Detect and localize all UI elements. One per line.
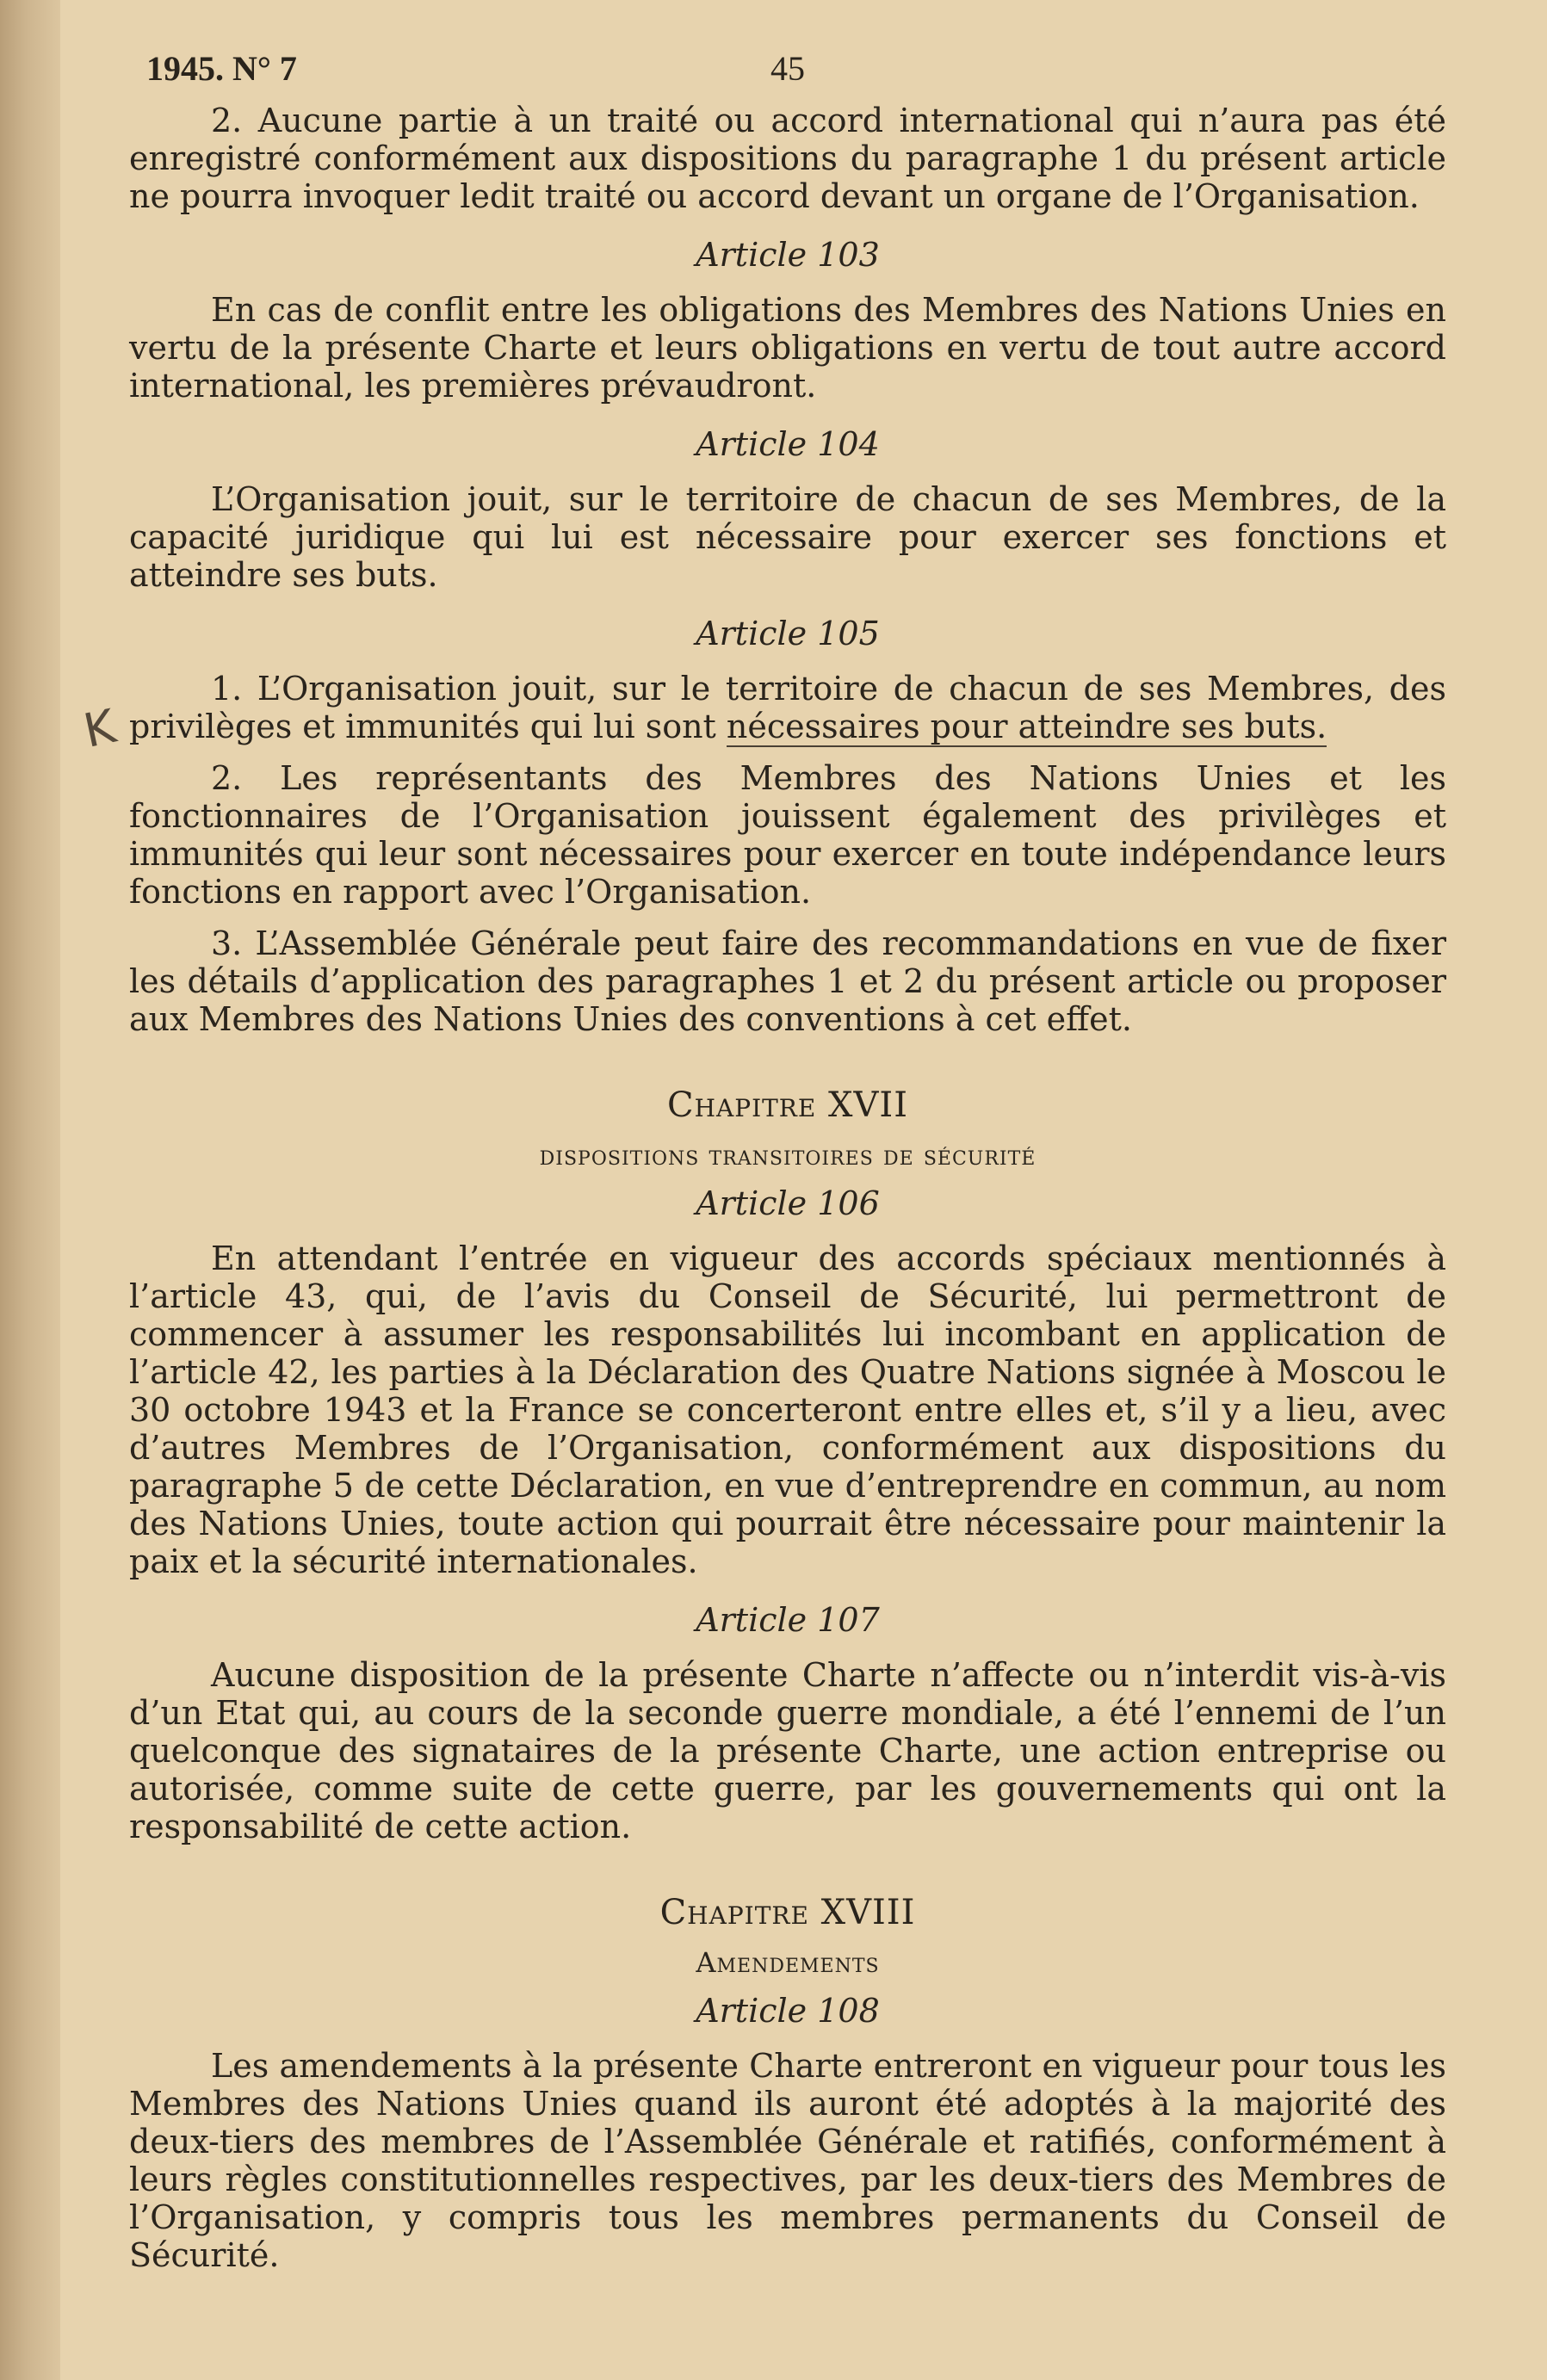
chapter-17-subtitle: dispositions transitoires de sécurité [539,1139,1036,1171]
article-103-text: En cas de conflit entre les obligations des Membres des Nations Unies en vertu de la présente Charte et leurs obligations en vertu de tout autre accord international, les premières prévaudront. [129,291,1446,405]
article-105-p1-text: 1. L’Organisation jouit, sur le territoire de chacun de ses Membres, des privilèges et immunités qui lui sont [129,670,1446,745]
page-header [129,50,1446,102]
paragraph-article-102-2: 2. Aucune partie à un traité ou accord international qui n’aura pas été enregistré conformément aux dispositions du paragraphe 1 du présent article ne pourra invoquer ledit traité ou accord devant un organe de l’Organisation. [129,102,1446,215]
article-106-title: Article 106 [696,1184,880,1222]
article-106-text: En attendant l’entrée en vigueur des accords spéciaux mentionnés à l’article 43, qui, de l’avis du Conseil de Sécurité, lui permettront de commencer à assumer les responsabilités lui incombant en application de l’article 42, les parties à la Déclaration des Quatre Nations signée à Moscou le 30 octobre 1943 et la France se concerteront entre elles et, s’il y a lieu, avec d’autres Membres de l’Organisation, conformément aux dispositions du paragraphe 5 de cette Déclaration, en vue d’entreprendre en commun, au nom des Nations Unies, toute action qui pourrait être nécessaire pour maintenir la paix et la sécurité internationales. [129,1239,1446,1580]
article-105-paragraph-1 [129,670,1446,745]
article-107-text: Aucune disposition de la présente Charte n’affecte ou n’interdit vis-à-vis d’un Etat qui, au cours de la seconde guerre mondiale, a été l’ennemi de l’un quelconque des signataires de la présente Charte, une action entreprise ou autorisée, comme suite de cette guerre, par les gouvernements qui ont la responsabilité de cette action. [129,1656,1446,1845]
document-page [129,50,1446,2274]
article-104-title: Article 104 [696,425,880,463]
article-105-p1-underlined: nécessaires pour atteindre ses buts. [726,708,1327,745]
article-103-title: Article 103 [696,236,880,274]
chapter-18-subtitle: Amendements [696,1946,880,1979]
chapter-18-title: Chapitre XVIII [659,1893,916,1932]
article-105-title: Article 105 [696,615,880,652]
article-104-text: L’Organisation jouit, sur le territoire de chacun de ses Membres, de la capacité juridique qui lui est nécessaire pour exercer ses fonctions et atteindre ses buts. [129,480,1446,594]
article-108-title: Article 108 [696,1992,880,2030]
article-105-paragraph-2: 2. Les représentants des Membres des Nations Unies et les fonctionnaires de l’Organisation jouissent également des privilèges et immunités qui leur sont nécessaires pour exercer en toute indépendance leurs fonctions en rapport avec l’Organisation. [129,759,1446,911]
page-number: 45 [770,49,805,88]
article-105-paragraph-3: 3. L’Assemblée Générale peut faire des recommandations en vue de fixer les détails d’application des paragraphes 1 et 2 du présent article ou proposer aux Membres des Nations Unies des conventions à cet effet. [129,924,1446,1038]
book-spine [0,0,60,2380]
issue-label: 1945. N° 7 [146,49,297,88]
chapter-17-title: Chapitre XVII [666,1085,909,1125]
article-107-title: Article 107 [696,1601,880,1639]
handwritten-margin-mark: K [78,699,121,758]
article-108-text: Les amendements à la présente Charte entreront en vigueur pour tous les Membres des Nations Unies quand ils auront été adoptés à la majorité des deux-tiers des membres de l’Assemblée Générale et ratifiés, conformément à leurs règles constitutionnelles respectives, par les deux-tiers des Membres de l’Organisation, y compris tous les membres permanents du Conseil de Sécurité. [129,2047,1446,2274]
